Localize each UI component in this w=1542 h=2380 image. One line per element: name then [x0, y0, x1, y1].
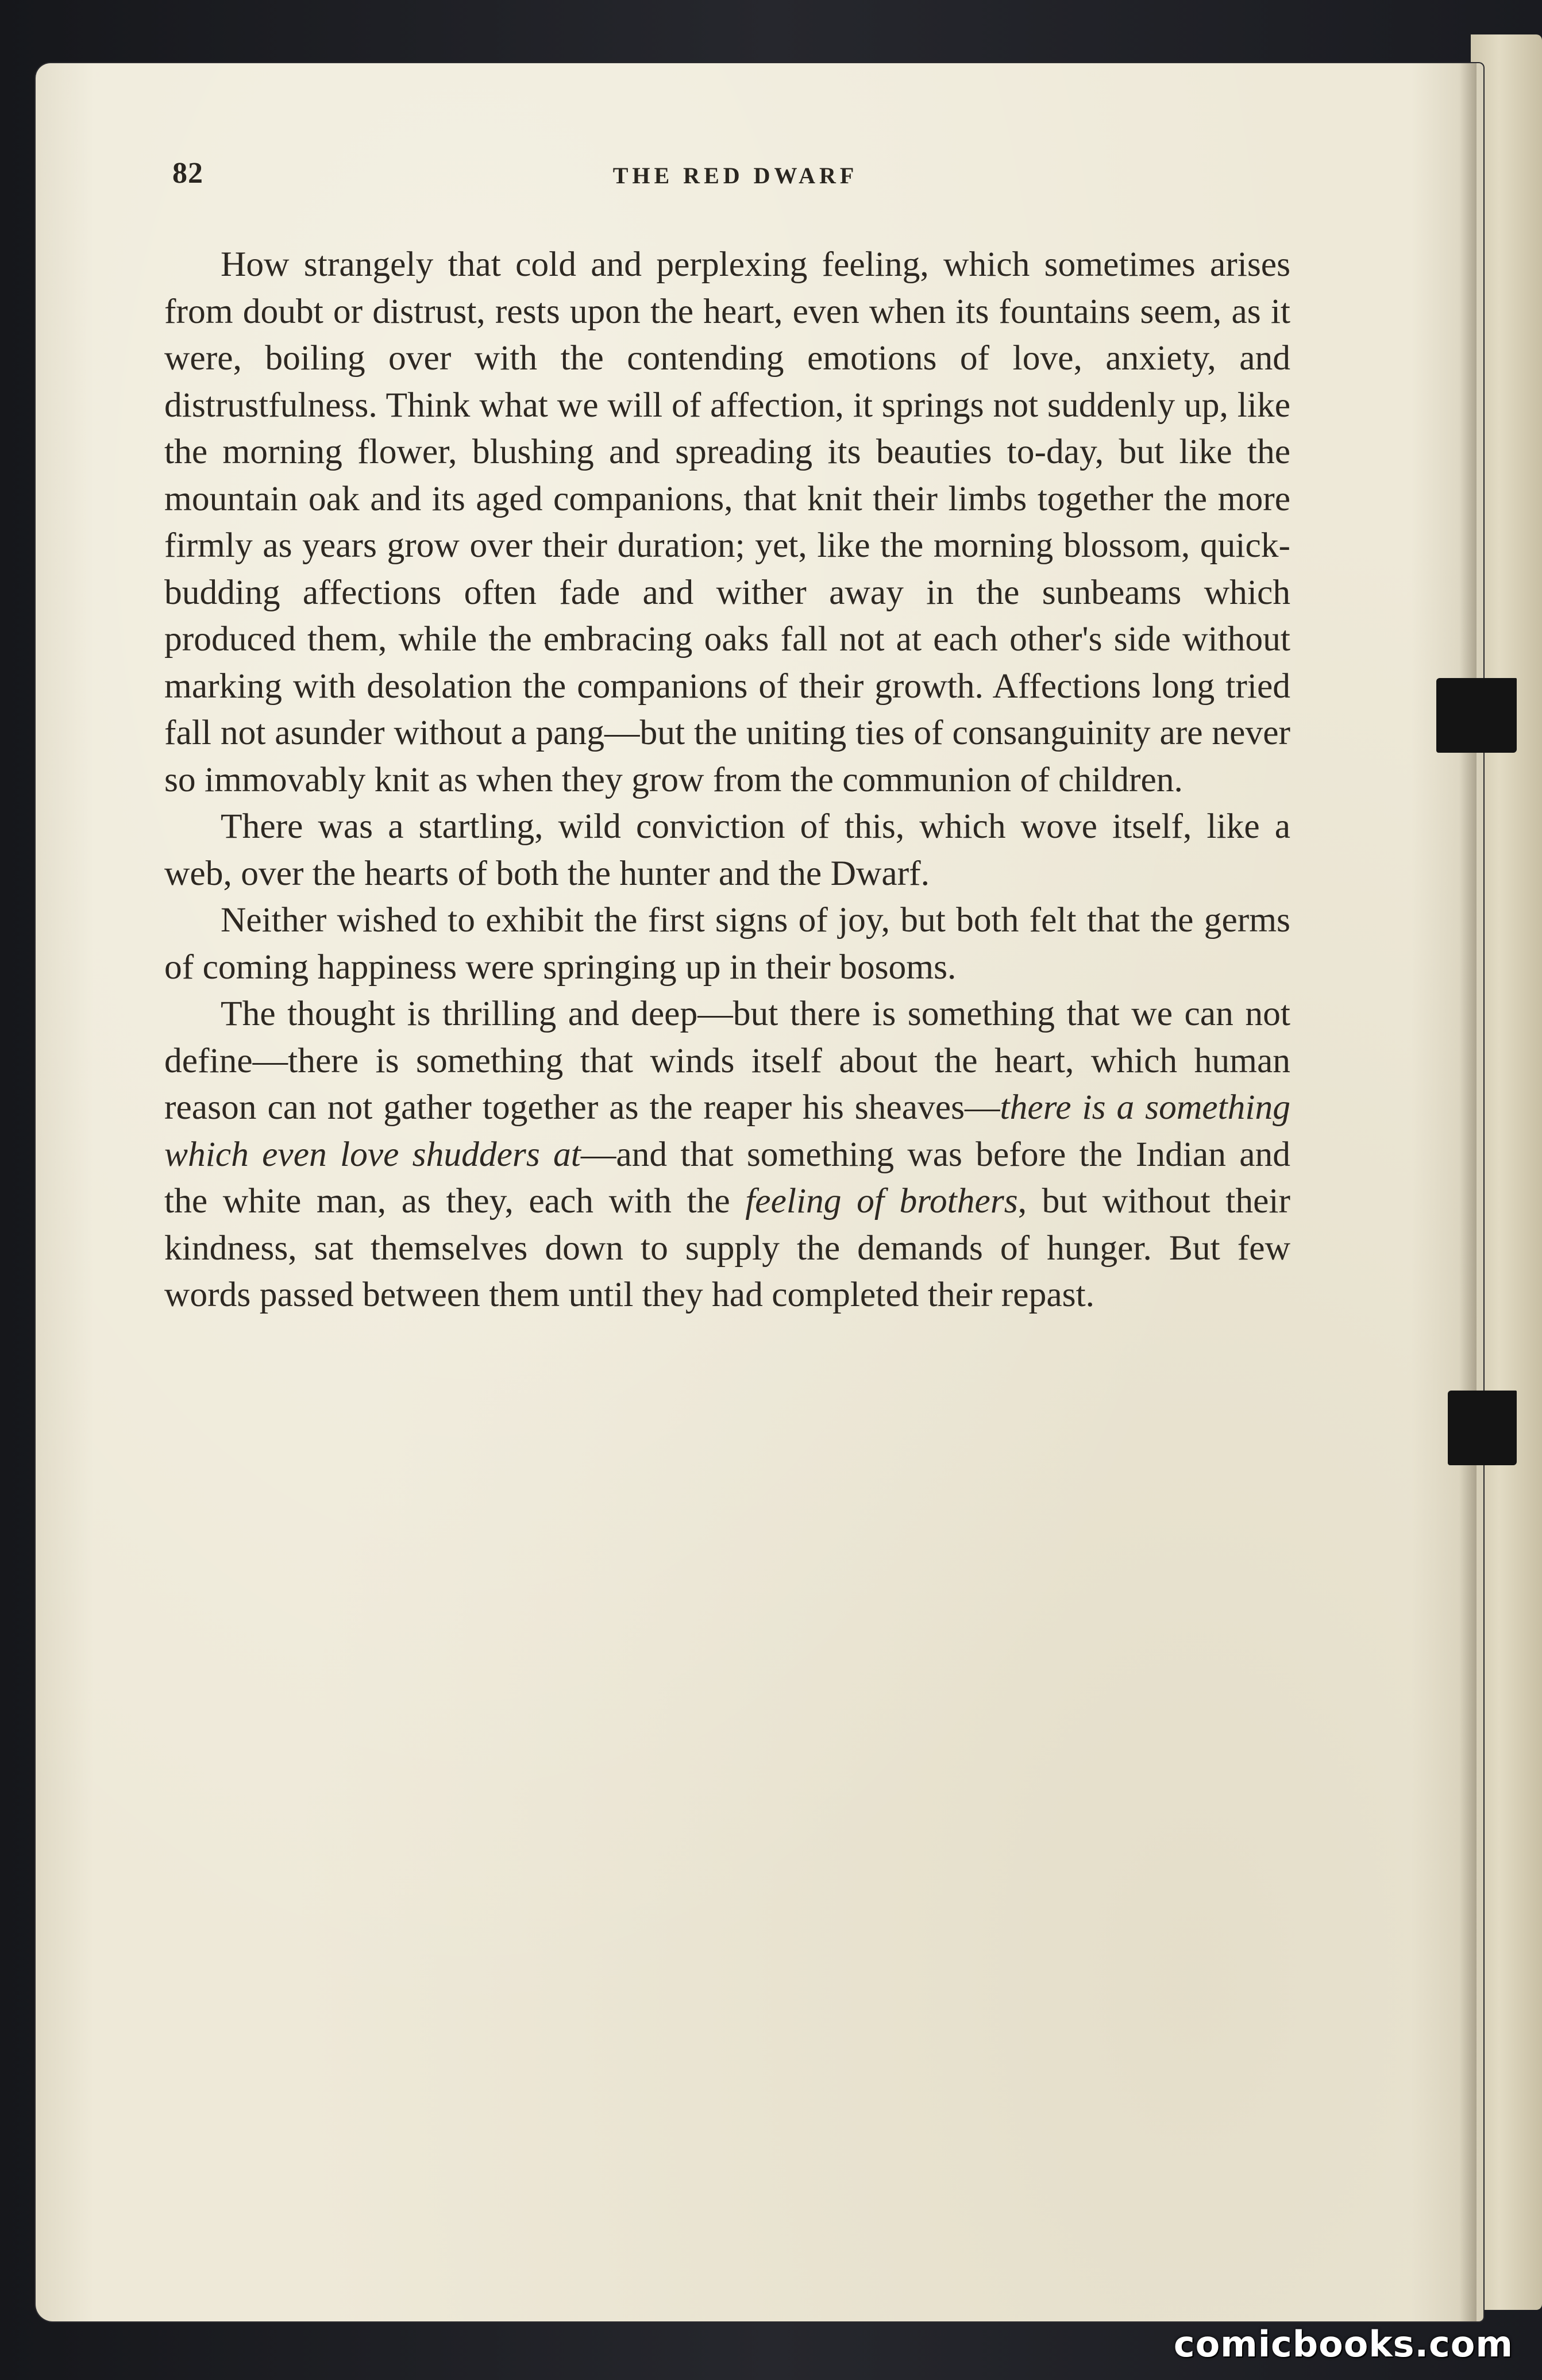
page-number: 82 — [172, 157, 203, 190]
paragraph-text: There was a startling, wild conviction of this, which wove itself, like a web, over the hearts of both the hunter and the Dwarf. — [164, 807, 1290, 893]
binding-clip — [1436, 678, 1517, 753]
paragraph-text: —and that something was before the Indian and the white man, as they, each with the — [164, 1134, 1290, 1220]
italic-phrase: there is a something which even love shudders at — [164, 1088, 1290, 1174]
gutter-shadow — [1459, 63, 1477, 2321]
paragraph-text: Neither wished to exhibit the first signs of joy, but both felt that the germs of coming happiness were springing up in their bosoms. — [164, 900, 1290, 987]
paragraph-text: How strangely that cold and perplexing feeling, which sometimes arises from doubt or distrust, rests upon the heart, even when its fountains seem, as it were, boiling over with the contending emotions of love, anxiety, and distrustfulness. Think what we will of affection, it springs not suddenly up, like the morning flower, blushing and spreading its beauties to-day, but like the mountain oak and its aged companions, that knit their limbs together the more firmly as years grow over their duration; yet, like the morning blossom, quick-budding affections often fade and wither away in the sunbeams which produced them, while the embracing oaks fall not at each other's side without marking with desolation the companions of their growth. Affections long tried fall not asunder without a pang—but the uniting ties of consanguinity are never so immovably knit as when they grow from the communion of children. — [164, 245, 1290, 799]
watermark: comicbooks.com — [1173, 2323, 1513, 2365]
binding-clip — [1448, 1391, 1517, 1465]
paragraph — [164, 241, 1290, 803]
italic-phrase: feeling of brothers — [745, 1181, 1018, 1220]
running-header — [172, 156, 1298, 197]
paragraph — [164, 897, 1290, 991]
running-title: THE RED DWARF — [612, 163, 858, 188]
paragraph — [164, 803, 1290, 897]
paragraph — [164, 991, 1290, 1319]
paragraph-text: The thought is thrilling and deep—but there is something that we can not define—there is something that winds itself about the heart, which human reason can not gather together as the reaper his sheaves— — [164, 994, 1290, 1127]
paragraph-text: , but without their kindness, sat themselves down to supply the demands of hunger. But few words passed between them until they had completed their repast. — [164, 1181, 1290, 1314]
body-text — [164, 241, 1290, 1319]
